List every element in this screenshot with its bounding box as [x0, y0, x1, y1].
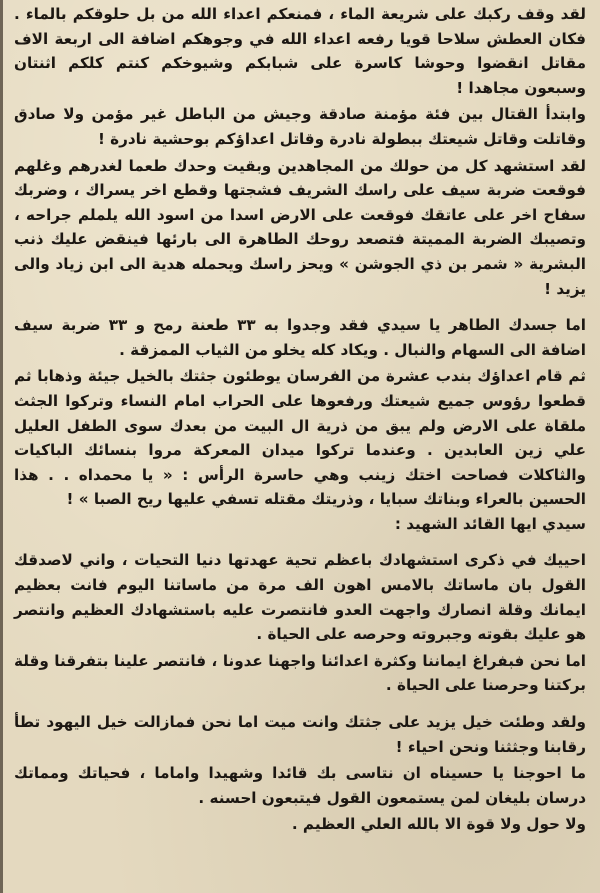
paragraph-wounds: اما جسدك الطاهر يا سيدي فقد وجدوا به ٣٣ طعنة رمح و ٣٣ ضربة سيف اضافة الى السهام والنبال . ويكاد كله يخلو من الثياب الممزقة .	[14, 316, 586, 359]
column-rule	[0, 0, 3, 893]
paragraph-us: اما نحن فبفراغ ايماننا وكثرة اعدائنا واجهنا عدونا ، فانتصر علينا بتفرقنا وقلة بركتنا وحرصنا على الحياة .	[14, 651, 586, 695]
paragraph-aftermath: ثم قام اعداؤك بندب عشرة من الفرسان يوطئون جثتك بالخيل جيئة وذهابا ثم قطعوا رؤوس جميع شيعتك ورفعوها على الحراب امام النساء وتركوا الجثث ملقاة على الارض ولم يبق من ذرية ال البيت من بعدك سوى الطفل العليل علي زين العابدين . وعندما تركوا ميدان المعركة مروا بنسائك الباكيات والثاكلات فصاحت اختك زينب وهي حاسرة الرأس : « يا محمداه . . هذا الحسين بالعراء وبناتك سبايا ، وذريتك مقتله تسفي عليها ريح الصبا » !	[14, 367, 586, 509]
paragraph-battle: وابتدأ القتال بين فئة مؤمنة صادقة وجيش من الباطل غير مؤمن ولا صادق وقاتلت وقاتل شيعتك ببطولة نادرة وقاتل اعداؤكم بوحشية نادرة !	[14, 105, 586, 148]
article-column	[14, 2, 586, 837]
closing-line: ولا حول ولا قوة الا بالله العلي العظيم .	[291, 815, 586, 834]
address-heading: سيدي ايها القائد الشهيد :	[394, 514, 586, 533]
paragraph-lesson: ما احوجنا يا حسيناه ان نتاسى بك قائدا وشهيدا واماما ، فحياتك ومماتك درسان بليغان لمن يستمعون القول فيتبعون احسنه .	[14, 764, 586, 807]
paragraph-horses: ولقد وطئت خيل يزيد على جثتك وانت ميت اما نحن فمازالت خيل اليهود تطأ رقابنا وجثثنا ونحن احياء !	[14, 713, 586, 756]
paragraph-martyrdom: لقد استشهد كل من حولك من المجاهدين وبقيت وحدك طعما لغدرهم وغلهم فوقعت ضربة سيف على راسك الشريف فشجتها وقطع اخر يسراك ، وضربك سفاح اخر على عاتقك فوقعت على الارض اسدا من اسود الله يلملم جراحه ، وتصيبك الضربة المميتة فتصعد روحك الطاهرة الى بارئها فينقض عليك ذنب البشرية « شمر بن ذي الجوشن » ويحز راسك ويحمله هدية الى ابن زياد والى يزيد !	[14, 156, 586, 298]
paragraph-greeting: احييك في ذكرى استشهادك باعظم تحية عهدتها دنيا التحيات ، واني لاصدقك القول بان ماساتك بالامس اهون الف مرة من ماساتنا اليوم فانت بعظيم ايمانك وقلة انصارك واجهت العدو فانتصرت عليه باستشهادك العظيم وانتصر هو عليك بقوته وجبروته وحرصه على الحياة .	[14, 551, 586, 644]
paragraph-water: لقد وقف ركبك على شريعة الماء ، فمنعكم اعداء الله من بل حلوقكم بالماء . فكان العطش سلاحا قويا رفعه اعداء الله في وجوهكم اضافة الى اربعة الاف مقاتل انقضوا وحوشا كاسرة على شبابكم وشيوخكم كنتم كلكم اثنتان وسبعون مجاهدا !	[14, 5, 586, 97]
